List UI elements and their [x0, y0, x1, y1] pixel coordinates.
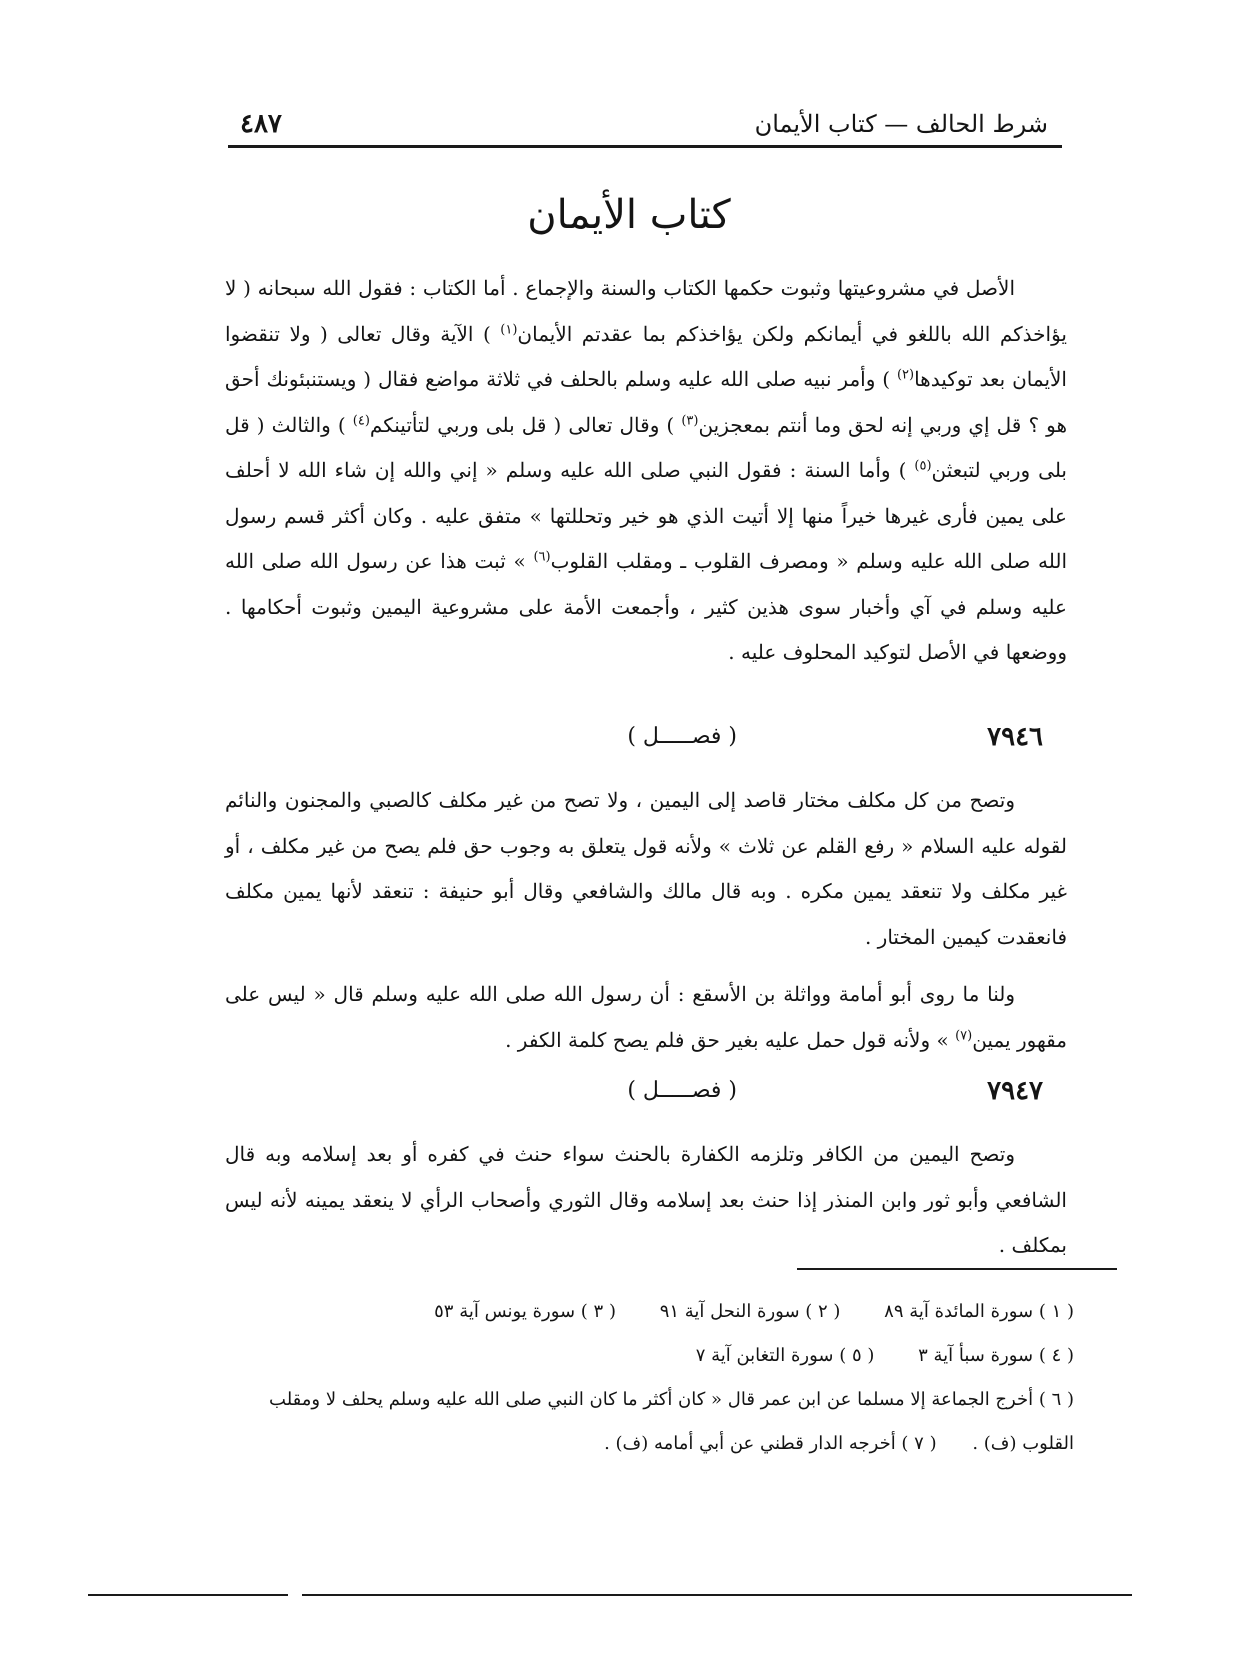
- intro-text-4: ) وقال تعالى ( قل بلى وربي لتأتينكم: [369, 412, 675, 437]
- intro-text-5: ) والثالث ( قل بلى وربي لتبعثن: [225, 412, 1068, 482]
- footnote-row: [232, 1290, 1074, 1334]
- header-rule: [228, 145, 1062, 148]
- chapter-title: كتاب الأيمان: [527, 192, 731, 238]
- running-header-title: شرط الحالف — كتاب الأيمان: [754, 110, 1048, 138]
- footnote-marker-1: (١): [500, 321, 518, 337]
- footnote-4: ( ٤ ) سورة سبأ آية ٣: [918, 1345, 1074, 1366]
- intro-text-1: الأصل في مشروعيتها وثبوت حكمها الكتاب والسنة والإجماع . أما الكتاب : فقول الله سبحانه ( لا يؤاخذكم الله باللغو في أيمانكم ولكن يؤاخذكم بما عقدتم الأيمان: [225, 276, 1067, 346]
- section-label: ( فصـــــل ): [627, 724, 737, 749]
- footnote-marker-3: (٣): [681, 412, 699, 428]
- footnote-row: [232, 1378, 1074, 1466]
- footnote-row: [232, 1334, 1074, 1378]
- intro-text-6: ) وأما السنة : فقول النبي صلى الله عليه وسلم « إني والله إن شاء الله لا أحلف على يمين فأرى غيرها خيراً منها إلا أتيت الذي هو خير وتحللتها » متفق عليه . وكان أكثر قسم رسول الله صلى الله عليه وسلم « ومصرف القلوب ـ ومقلب القلوب: [225, 458, 1068, 573]
- section-7947-paragraph-1: وتصح اليمين من الكافر وتلزمه الكفارة بالحنث سواء حنث في كفره أو بعد إسلامه وبه قال الشافعي وأبو ثور وابن المنذر إذا حنث بعد إسلامه وقال الثوري وأصحاب الرأي لا ينعقد يمينه لأنه ليس بمكلف .: [225, 1142, 1067, 1257]
- footnote-5: ( ٥ ) سورة التغابن آية ٧: [695, 1345, 875, 1366]
- bottom-rule: [302, 1594, 1132, 1596]
- section-number: ٧٩٤٧: [987, 1076, 1043, 1106]
- footnote-marker-6: (٦): [533, 549, 551, 565]
- footnote-marker-2: (٢): [896, 367, 915, 383]
- running-header: [240, 104, 1048, 144]
- section-number: ٧٩٤٦: [987, 722, 1043, 752]
- footnotes: [232, 1290, 1074, 1466]
- footnote-6: ( ٦ ) أخرج الجماعة إلا مسلما عن ابن عمر قال « كان أكثر ما كان النبي صلى الله عليه وسلم يحلف لا ومقلب القلوب (ف) .: [269, 1389, 1074, 1454]
- intro-paragraph: [225, 266, 1067, 676]
- footnote-marker-5: (٥): [914, 458, 932, 474]
- footnote-2: ( ٢ ) سورة النحل آية ٩١: [659, 1301, 841, 1322]
- section-heading-7947: [225, 1076, 1067, 1112]
- footnote-rule: [797, 1268, 1117, 1270]
- para2-text-b: » ولأنه قول حمل عليه بغير حق فلم يصح كلمة الكفر .: [505, 1027, 949, 1052]
- section-7946-paragraph-1: وتصح من كل مكلف مختار قاصد إلى اليمين ، ولا تصح من غير مكلف كالصبي والمجنون والنائم لقوله عليه السلام « رفع القلم عن ثلاث » ولأنه قول يتعلق به وجوب حق فلم يصح من غير مكلف ، أو غير مكلف ولا تنعقد يمين مكره . وبه قال مالك والشافعي وقال أبو حنيفة : تنعقد لأنها يمين مكلف فانعقدت كيمين المختار .: [225, 788, 1067, 949]
- footnote-7: ( ٧ ) أخرجه الدار قطني عن أبي أمامه (ف) .: [604, 1433, 937, 1454]
- intro-text-2: ) الآية وقال تعالى ( ولا تنقضوا الأيمان بعد توكيدها: [225, 321, 1067, 391]
- footnote-1: ( ١ ) سورة المائدة آية ٨٩: [884, 1301, 1074, 1322]
- footnote-3: ( ٣ ) سورة يونس آية ٥٣: [434, 1301, 616, 1322]
- section-heading-7946: [225, 722, 1067, 758]
- intro-text-3: ) وأمر نبيه صلى الله عليه وسلم بالحلف في ثلاثة مواضع فقال ( ويستنبئونك أحق هو ؟ قل إي وربي إنه لحق وما أنتم بمعجزين: [225, 367, 1067, 437]
- footnote-marker-4: (٤): [352, 412, 370, 428]
- footnote-marker-7: (٧): [955, 1027, 973, 1043]
- intro-text-7: » ثبت هذا عن رسول الله صلى الله عليه وسلم في آي وأخبار سوى هذين كثير ، وأجمعت الأمة على مشروعية اليمين وثبوت أحكامها . ووضعها في الأصل لتوكيد المحلوف عليه .: [225, 549, 1067, 664]
- bottom-rule: [88, 1594, 288, 1596]
- section-label: ( فصـــــل ): [627, 1078, 737, 1103]
- page-number: ٤٨٧: [240, 109, 282, 139]
- section-7946-paragraph-2: [225, 972, 1067, 1063]
- para2-text-a: ولنا ما روى أبو أمامة وواثلة بن الأسقع : أن رسول الله صلى الله عليه وسلم قال « ليس على مقهور يمين: [225, 982, 1067, 1052]
